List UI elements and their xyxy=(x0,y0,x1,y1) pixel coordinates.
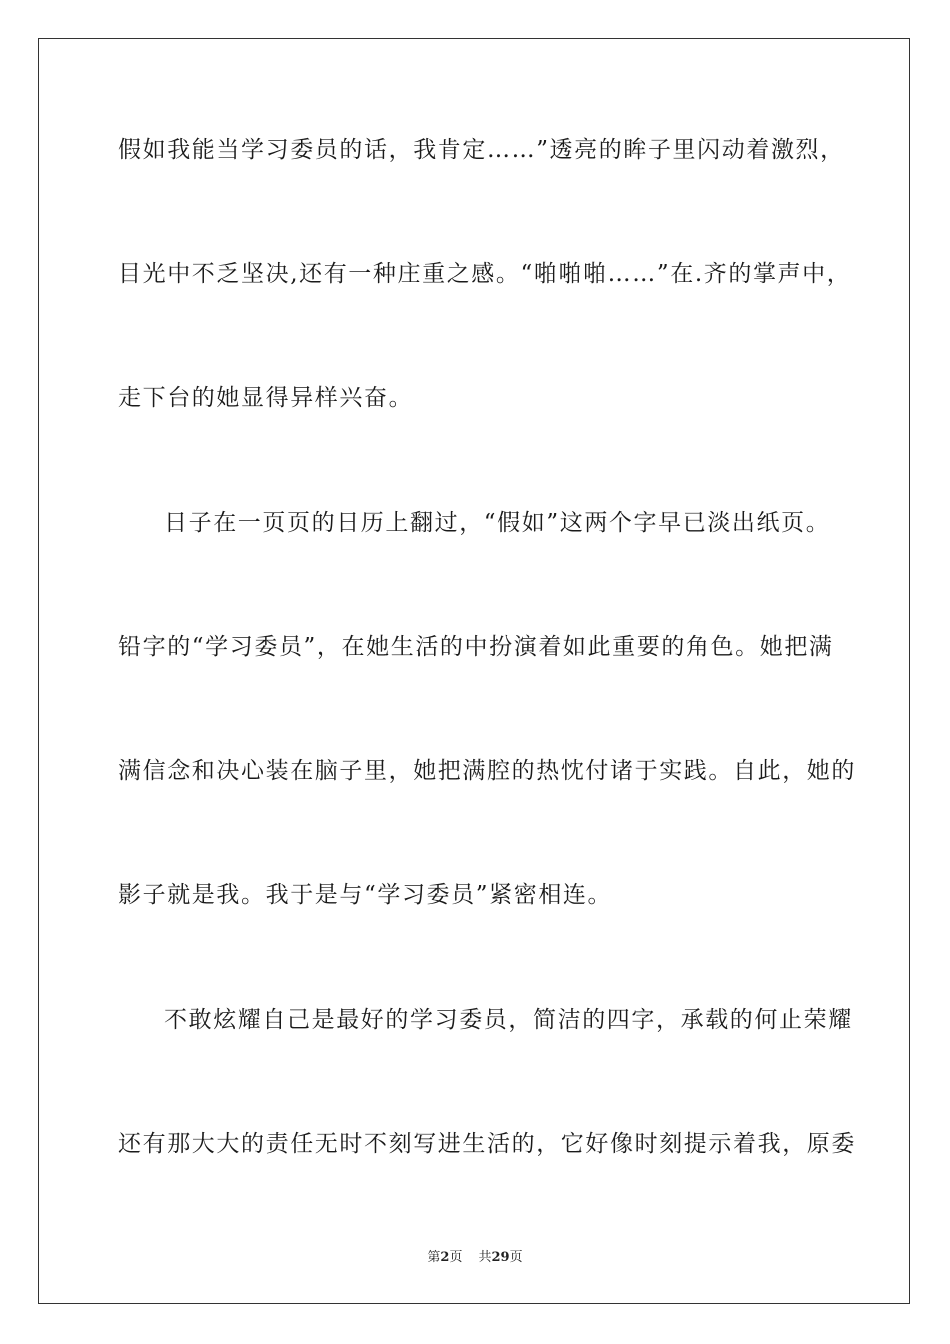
total-prefix: 共 xyxy=(478,1250,492,1265)
text-line-1: 假如我能当学习委员的话，我肯定……”透亮的眸子里闪动着激烈， xyxy=(118,137,845,163)
text-line-9: 还有那大大的责任无时不刻写进生活的，它好像时刻提示着我，原委 xyxy=(118,1131,856,1157)
text-line-5: 铅字的“学习委员”，在她生活的中扮演着如此重要的角色。她把满 xyxy=(118,634,834,660)
text-line-3: 走下台的她显得异样兴奋。 xyxy=(118,385,414,411)
text-line-6: 满信念和决心装在脑子里，她把满腔的热忱付诸于实践。自此，她的 xyxy=(118,758,856,784)
text-line-4: 日子在一页页的日历上翻过，“假如”这两个字早已淡出纸页。 xyxy=(164,510,831,536)
page-prefix: 第 xyxy=(427,1250,441,1265)
page-number: 2 xyxy=(440,1250,450,1265)
total-suffix: 页 xyxy=(509,1250,523,1265)
page-frame xyxy=(38,38,910,1304)
text-line-8: 不敢炫耀自己是最好的学习委员，简洁的四字，承载的何止荣耀 xyxy=(164,1007,853,1033)
total-pages: 29 xyxy=(491,1250,510,1265)
text-line-2: 目光中不乏坚决,还有一种庄重之感。“啪啪啪……”在.齐的掌声中， xyxy=(118,261,852,287)
text-line-7: 影子就是我。我于是与“学习委员”紧密相连。 xyxy=(118,882,613,908)
page-footer xyxy=(0,1246,950,1265)
page-suffix: 页 xyxy=(449,1250,463,1265)
